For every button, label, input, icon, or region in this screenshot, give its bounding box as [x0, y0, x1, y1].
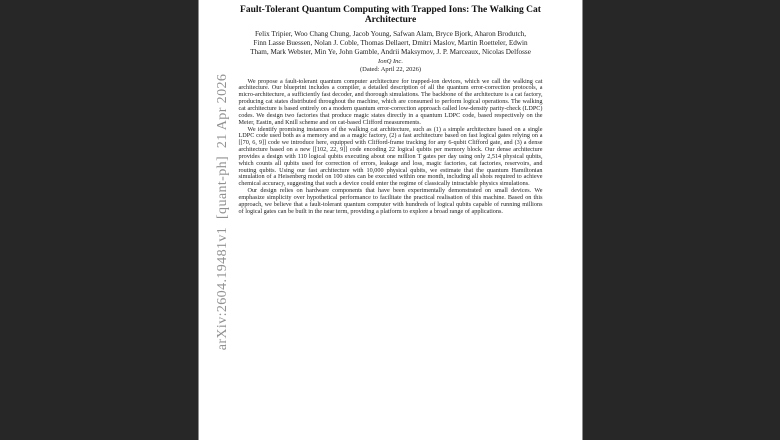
dated-line: (Dated: April 22, 2026)	[359, 65, 422, 73]
paper-title-line1: Fault-Tolerant Quantum Computing with Trapped Ions: The Walking Cat	[240, 5, 541, 15]
arxiv-watermark: arXiv:2604.19481v1 [quant-ph] 21 Apr 2026	[215, 73, 230, 351]
paper-title-line2: Architecture	[364, 14, 417, 25]
author-line: Finn Lasse Buessen, Nolan J. Coble, Thomas Dellaert, Dmitri Maslov, Martin Roetteler, Edwin	[253, 38, 528, 47]
paper-page	[198, 0, 583, 440]
abstract	[239, 79, 543, 216]
author-line: Tham, Mark Webster, Min Ye, John Gamble, Andrii Maksymov, J. P. Marceaux, Nicolas Delfosse	[250, 47, 531, 56]
abstract-paragraph-3: Our design relies on hardware components that have been experimentally demonstrated on small devices. We emphasize simplicity over hypothetical performance to facilitate the practical realisation of this machine. Based on this approach, we believe that a fault-tolerant quantum computer with hundreds of logical qubits capable of running millions of logical gates can be built in the near term, providing a platform to explore a broad range of applications.	[238, 187, 543, 215]
paper-title	[216, 0, 566, 26]
author-line: Felix Tripier, Woo Chang Chung, Jacob Young, Safwan Alam, Bryce Bjork, Aharon Brodutch,	[254, 29, 527, 38]
affiliation: IonQ Inc.	[378, 57, 403, 65]
author-list	[221, 30, 561, 57]
abstract-paragraph-1: We propose a fault-tolerant quantum computer architecture for trapped-ion devices, which we call the walking cat architecture. Our blueprint includes a compiler, a detailed description of all the quantum error-correction protocols, a micro-architecture, a sufficiently fast decoder, and thorough simulations. The backbone of the architecture is a cat factory, producing cat states distributed throughout the machine, which are consumed to perform logical operations. The walking cat architecture is based entirely on a modern quantum error-correction approach called low-density parity-check (LDPC) codes. We design two factories that produce magic states directly in a quantum LDPC code, based respectively on the Meier, Eastin, and Knill scheme and on cat-based Clifford measurements.	[238, 77, 543, 126]
abstract-paragraph-2: We identify promising instances of the walking cat architecture, such as (1) a simple architecture based on a single LDPC code used both as a memory and as a magic factory, (2) a fast architecture based on fast logical gates relying on a [[70, 6, 9]] code we introduce here, equipped with Clifford-frame tracking for any 6-qubit Clifford gate, and (3) a dense architecture based on a new [[102, 22, 9]] code encoding 22 logical qubits per memory block. Our dense architecture provides a design with 110 logical qubits executing about one million T gates per day using only 2,514 physical qubits, which counts all qubits used for correction of errors, leakage and loss, magic factories, cat factories, reservoirs, and routing qubits. Using our fast architecture with 10,000 physical qubits, we estimate that the quantum Hamiltonian simulation of a Heisenberg model on 100 sites can be executed within one month, including all shots required to achieve chemical accuracy, suggesting that such a device could enter the regime of classically intractable physics simulations.	[238, 125, 543, 188]
